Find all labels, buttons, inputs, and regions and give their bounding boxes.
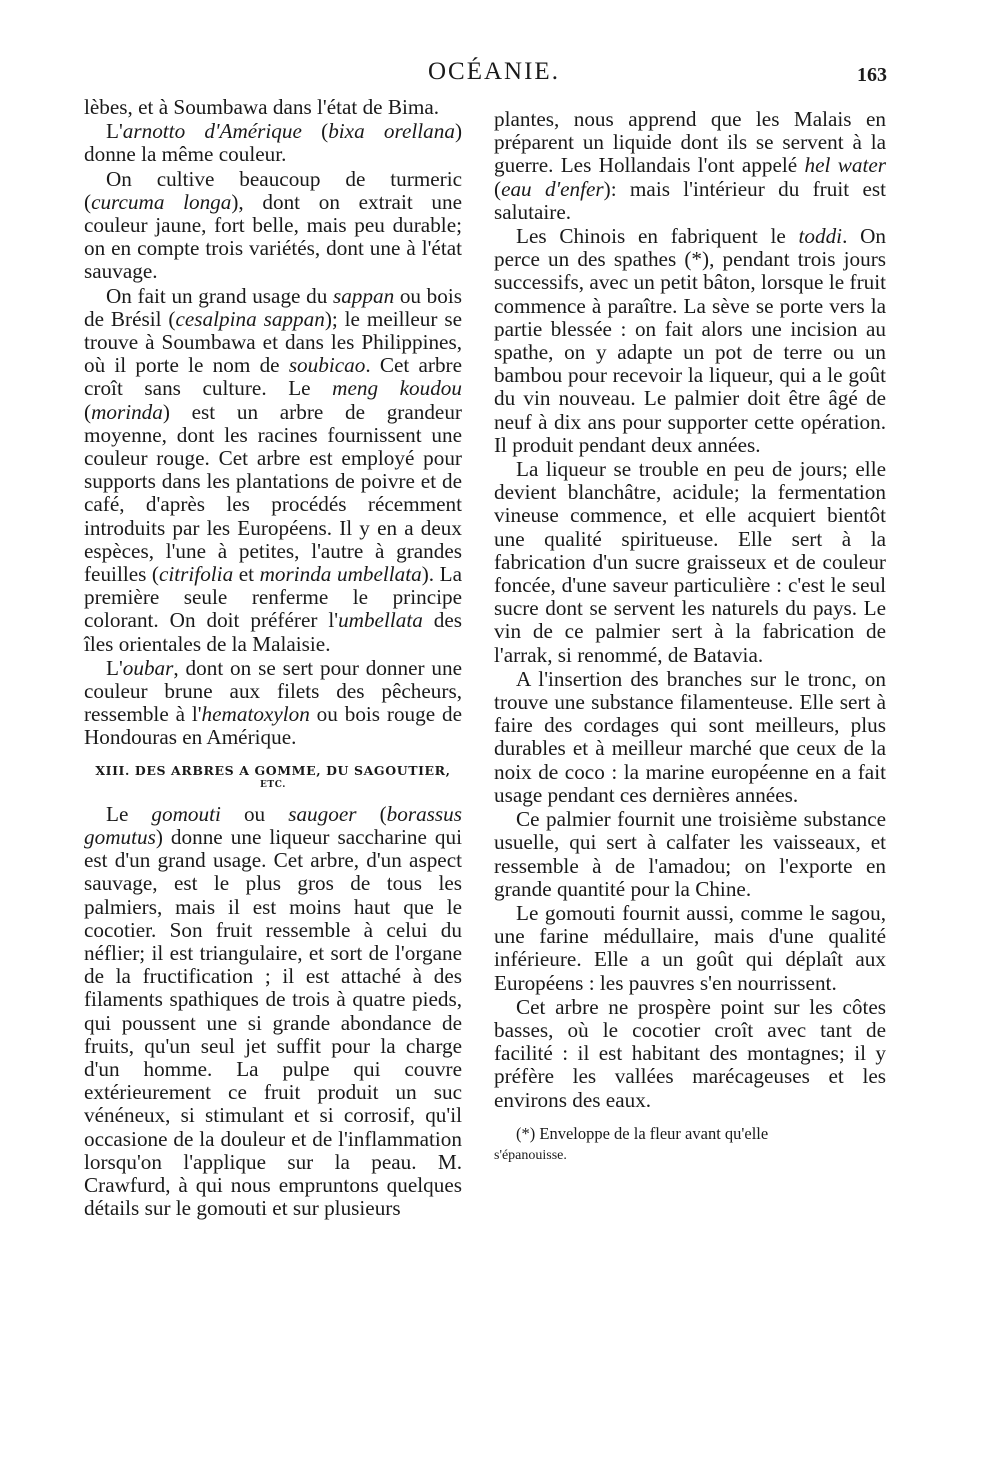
paragraph: Cet arbre ne prospère point sur les côtes basses, où le cocotier croît avec tant de facilité : il est habitant des montagnes; il y préfère les vallées marécageuses et les environs des eaux. [494, 994, 886, 1112]
page-number: 163 [857, 64, 887, 86]
paragraph: Ce palmier fournit une troisième substance usuelle, qui sert à calfater les vaisseaux, et ressemble à de l'amadou; on l'exporte en grande quantité pour la Chine. [494, 807, 886, 901]
paragraph: La liqueur se trouble en peu de jours; elle devient blanchâtre, acidule; la fermentation vineuse commence, et elle acquiert bientôt une qualité spiritueuse. Elle sert à la fabrication d'un sucre graisseux et de couleur foncée, d'une saveur particulière : c'est le seul sucre dont se servent les naturels du pays. Le vin de ce palmier sert à la fabrication de l'arrak, si renommé, de Batavia. [494, 457, 886, 667]
paragraph: On cultive beaucoup de turmeric (curcuma longa), dont on extrait une couleur jaune, fort belle, mais peu durable; on en compte trois variétés, dont une à l'état sauvage. [84, 166, 462, 284]
section-heading-etc: ETC. [259, 779, 287, 790]
paragraph: plantes, nous apprend que les Malais en préparent un liquide dont ils se servent à la guerre. Les Hollandais l'ont appelé hel water (eau d'enfer): mais l'intérieur du fruit est salutaire. [494, 107, 886, 224]
running-head [0, 58, 999, 90]
footnote-text: (*) Enveloppe de la fleur avant qu'elle [516, 1123, 769, 1143]
paragraph: Le gomouti fournit aussi, comme le sagou, une farine médullaire, mais d'une qualité inférieure. Elle a un goût qui déplaît aux Européens : les pauvres s'en nourrissent. [494, 900, 886, 995]
paragraph: On fait un grand usage du sappan ou bois de Brésil (cesalpina sappan); le meilleur se trouve à Soumbawa et dans les Philippines, où il porte le nom de soubicao. Cet arbre croît sans culture. Le meng koudou (morinda) est un arbre de grandeur moyenne, dont les racines fournissent une couleur rouge. Cet arbre est employé pour supports dans les plantations de poivre et de café, d'après les procédés récemment introduits par les Européens. Il y en a deux espèces, l'une à petites, l'autre à grandes feuilles (citrifolia et morinda umbellata). La première seule renferme le principe colorant. On doit préférer l'umbellata des îles orientales de la Malaisie. [84, 283, 463, 656]
right-column [494, 108, 886, 1166]
paragraph: Le gomouti ou saugoer (borassus gomutus) donne une liqueur saccharine qui est d'un grand usage. Cet arbre, d'un aspect sauvage, est le plus gros de tous les palmiers, mais il est moins haut que le cocotier. Son fruit ressemble à celui du néflier; il est triangulaire, et sort de l'organe de la fructification ; il est attaché à des filaments spathiques de trois à quatre pieds, qui poussent une si grande abondance de fruits, qu'un seul jet suffit pour la charge d'un homme. La pulpe qui couvre extérieurement ce fruit produit un suc vénéneux, si stimulant et si corrosif, qu'il occasione de la douleur et de l'inflammation lorsqu'on l'applique sur la peau. M. Crawfurd, à qui nous empruntons quelques détails sur le gomouti et sur plusieurs [84, 801, 462, 1221]
running-title: OCÉANIE. [428, 58, 560, 85]
section-heading [84, 762, 462, 791]
footnote-continuation: s'épanouisse. [494, 1147, 567, 1163]
paragraph: L'oubar, dont on se sert pour donner une couleur brune aux filets des pêcheurs, ressemble à l'hematoxylon ou bois rouge de Hondouras en Amérique. [84, 655, 462, 750]
paragraph: Les Chinois en fabriquent le toddi. On perce un des spathes (*), pendant trois jours successifs, avec un petit bâton, lorsque le fruit commence à paraître. La sève se porte vers la partie blessée : on fait alors une incision au spathe, on y adapte un pot de terre ou un bambou pour recevoir la liqueur, qui a le goût du vin nouveau. Le palmier doit être âgé de neuf à dix ans pour supporter cette opération. Il produit pendant deux années. [494, 224, 886, 457]
paragraph: lèbes, et à Soumbawa dans l'état de Bima. [84, 95, 440, 119]
paragraph: A l'insertion des branches sur le tronc, on trouve une substance filamenteuse. Elle sert à faire des cordages qui sont meilleurs, plus durables et à meilleur marché que ceux de la noix de coco : la marine européenne en a fait usage pendant ces dernières années. [494, 666, 886, 807]
section-heading-title: XIII. DES ARBRES A GOMME, DU SAGOUTIER, [95, 762, 451, 778]
footnote [494, 1124, 886, 1166]
paragraph: L'arnotto d'Amérique (bixa orellana) donne la même couleur. [84, 119, 462, 167]
left-column [84, 96, 462, 1220]
